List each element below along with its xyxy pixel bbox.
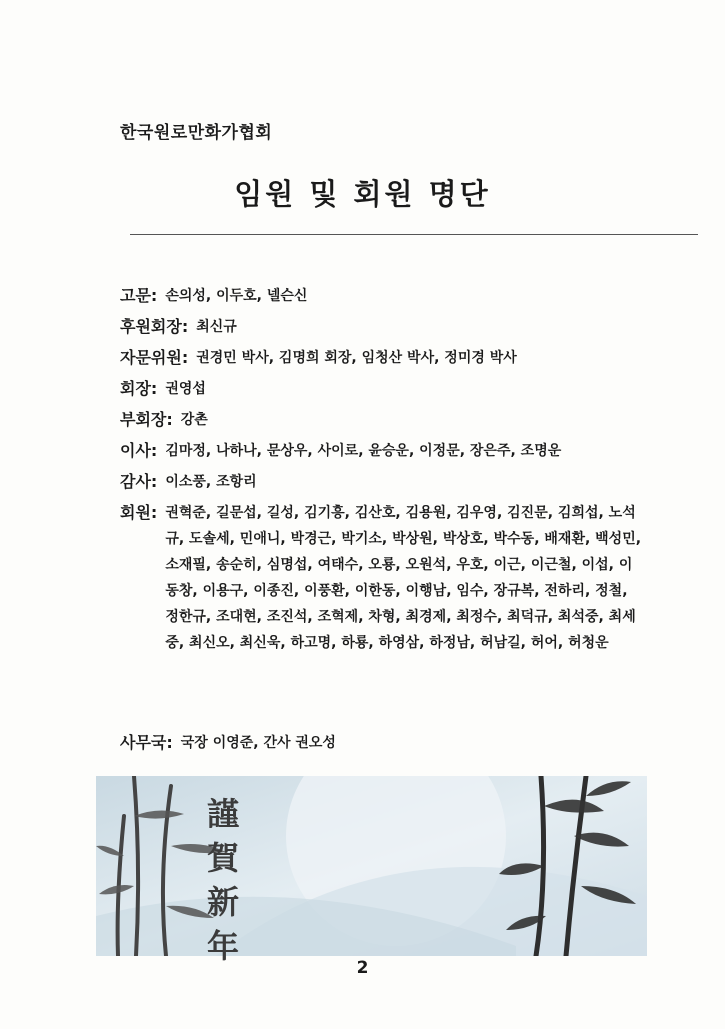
role-names: 김마정, 나하나, 문상우, 사이로, 윤승운, 이정문, 장은주, 조명운 bbox=[165, 443, 562, 459]
calligraphy-char: 賀 bbox=[206, 839, 239, 877]
roster-row-president: 회장 : 권영섭 bbox=[120, 379, 206, 398]
roster-row-auditors: 감사 : 이소풍, 조항리 bbox=[120, 472, 257, 491]
calligraphy-greeting bbox=[198, 792, 248, 968]
role-label: 감사 bbox=[120, 472, 151, 491]
roster-row-directors: 이사 : 김마정, 나하나, 문상우, 사이로, 윤승운, 이정문, 장은주, 조명운 bbox=[120, 441, 562, 460]
role-names: 권경민 박사, 김명희 회장, 임청산 박사, 정미경 박사 bbox=[196, 350, 517, 366]
roster-list bbox=[120, 286, 680, 667]
role-label: 부회장 bbox=[120, 410, 167, 429]
page-title: 임원 및 회원 명단 bbox=[234, 177, 491, 211]
office-row: 사무국 : 국장 이영준, 간사 권오성 bbox=[120, 733, 336, 752]
roster-row-sponsor-chair: 후원회장 : 최신규 bbox=[120, 317, 237, 336]
calligraphy-char: 年 bbox=[206, 927, 239, 965]
roster-row-advisor: 고문 : 손의성, 이두호, 넬슨신 bbox=[120, 286, 308, 305]
role-names: 최신규 bbox=[196, 319, 237, 335]
role-label: 회장 bbox=[120, 379, 151, 398]
page-number: 2 bbox=[356, 958, 369, 978]
calligraphy-char: 新 bbox=[206, 883, 239, 921]
new-year-banner bbox=[96, 776, 647, 956]
role-names: 국장 이영준, 간사 권오성 bbox=[180, 735, 336, 751]
calligraphy-char: 謹 bbox=[206, 795, 239, 833]
organization-name: 한국원로만화가협회 bbox=[120, 123, 273, 143]
role-names: 이소풍, 조항리 bbox=[165, 474, 257, 490]
role-label: 자문위원 bbox=[120, 348, 182, 367]
title-divider bbox=[130, 234, 698, 235]
roster-row-advisory-committee: 자문위원 : 권경민 박사, 김명희 회장, 임청산 박사, 정미경 박사 bbox=[120, 348, 517, 367]
role-label: 회원 bbox=[120, 503, 151, 522]
role-names: 강촌 bbox=[180, 412, 208, 428]
bamboo-illustration bbox=[96, 776, 647, 956]
role-label: 사무국 bbox=[120, 733, 167, 752]
role-names: 권영섭 bbox=[165, 381, 206, 397]
role-label: 후원회장 bbox=[120, 317, 182, 336]
role-label: 고문 bbox=[120, 286, 151, 305]
role-names: 손의성, 이두호, 넬슨신 bbox=[165, 288, 308, 304]
roster-row-members: 회원 : 권혁준, 길문섭, 길성, 김기흥, 김산호, 김용원, 김우영, 김진문, 김희섭, 노석규, 도솔세, 민애니, 박경근, 박기소, 박상원, 박상호, 박수동, 배재환, 백성민, 소재필, 송순히, 심명섭, 여태수, 오룡, 오원석, 우호, 이근, 이근철, 이섭, 이동창, 이용구, 이종진, 이풍환, 이한동, 이행남, 임수, 장규복, 전하리, 정철, 정한규, 조대현, 조진석, 조혁제, 차형, 최경제, 최정수, 최덕규, 최석중, 최세중, 최신오, 최신욱, 하고명, 하룡, 하영삼, 하정남, 허남길, 허어, 허청운 bbox=[120, 503, 680, 656]
role-label: 이사 bbox=[120, 441, 151, 460]
roster-row-vice-president: 부회장 : 강촌 bbox=[120, 410, 208, 429]
member-names: 권혁준, 길문섭, 길성, 김기흥, 김산호, 김용원, 김우영, 김진문, 김희섭, 노석규, 도솔세, 민애니, 박경근, 박기소, 박상원, 박상호, 박수동, 배재환, 백성민, 소재필, 송순히, 심명섭, 여태수, 오룡, 오원석, 우호, 이근, 이근철, 이섭, 이동창, 이용구, 이종진, 이풍환, 이한동, 이행남, 임수, 장규복, 전하리, 정철, 정한규, 조대현, 조진석, 조혁제, 차형, 최경제, 최정수, 최덕규, 최석중, 최세중, 최신오, 최신욱, 하고명, 하룡, 하영삼, 하정남, 허남길, 허어, 허청운 bbox=[165, 505, 642, 651]
